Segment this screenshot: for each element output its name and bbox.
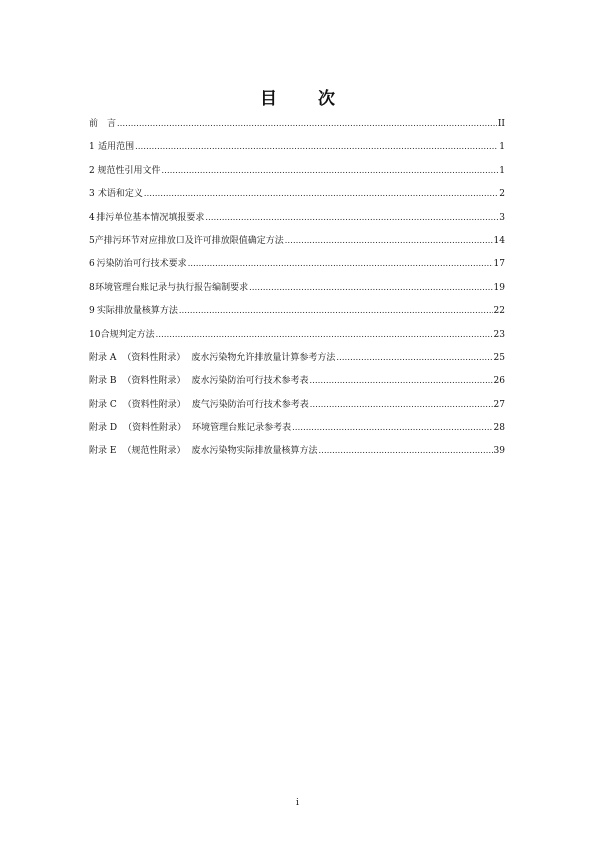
toc-entry-number: 8 [89, 282, 95, 293]
toc-entry-page: 28 [493, 423, 505, 434]
toc-entry-page: 1 [499, 165, 505, 176]
toc-entry-label: 废水污染物允许排放量计算参考方法 [191, 352, 336, 363]
toc-dot-leader [156, 330, 493, 339]
toc-entry-number: 10 [89, 329, 101, 340]
toc-entry-appendix-a[interactable] [89, 350, 505, 373]
toc-dot-leader [135, 142, 498, 151]
toc-entry-label: 产排污环节对应排放口及许可排放限值确定方法 [94, 235, 284, 246]
toc-entry-label: 废水污染防治可行技术参考表 [191, 376, 309, 387]
toc-entry-label: 污染防治可行技术要求 [96, 259, 187, 270]
toc-entry-label: 术语和定义 [97, 189, 143, 200]
toc-entry-label: 规范性引用文件 [97, 165, 161, 176]
toc-dot-leader [310, 376, 493, 385]
toc-entry-page: 25 [493, 352, 505, 363]
toc-dot-leader [179, 306, 493, 315]
toc-appendix-type: （资料性附录） [122, 352, 186, 363]
toc-entry-10[interactable] [89, 327, 505, 350]
toc-entry-number: 5 [89, 235, 95, 246]
toc-entry-number: 6 [89, 259, 95, 270]
table-of-contents [89, 116, 505, 467]
toc-entry-label: 环境管理台账记录与执行报告编制要求 [95, 282, 249, 293]
toc-appendix-id: 附录 B [89, 376, 117, 387]
toc-entry-appendix-c[interactable] [89, 397, 505, 420]
toc-entry-9[interactable] [89, 303, 505, 326]
toc-entry-appendix-d[interactable] [89, 420, 505, 443]
toc-entry-number: 2 [89, 165, 95, 176]
toc-appendix-id: 附录 A [89, 352, 117, 363]
toc-entry-page: 17 [493, 259, 505, 270]
toc-entry-label: 排污单位基本情况填报要求 [96, 212, 205, 223]
toc-entry-page: 27 [493, 399, 505, 410]
toc-entry-label: 废气污染防治可行技术参考表 [191, 399, 309, 410]
toc-entry-page: 3 [499, 212, 505, 223]
toc-appendix-type: （规范性附录） [122, 446, 186, 457]
toc-entry-number: 1 [89, 142, 95, 153]
toc-entry-page: 2 [499, 189, 505, 200]
toc-dot-leader [336, 353, 492, 362]
toc-entry-label: 合规判定方法 [100, 329, 155, 340]
toc-appendix-type: （资料性附录） [122, 376, 186, 387]
toc-appendix-id: 附录 E [89, 446, 117, 457]
toc-entry-page: 39 [493, 446, 505, 457]
toc-entry-page: 1 [499, 142, 505, 153]
toc-entry-label: 废水污染物实际排放量核算方法 [191, 446, 318, 457]
toc-entry-page: 22 [493, 306, 505, 317]
toc-appendix-id: 附录 C [89, 399, 117, 410]
toc-dot-leader [285, 236, 493, 245]
toc-entry-1[interactable] [89, 139, 505, 162]
toc-entry-8[interactable] [89, 280, 505, 303]
toc-title: 目 次 [260, 89, 347, 109]
toc-entry-5[interactable] [89, 233, 505, 256]
toc-entry-3[interactable] [89, 186, 505, 209]
toc-entry-appendix-e[interactable] [89, 443, 505, 466]
toc-entry-label: 前 言 [89, 119, 117, 129]
toc-appendix-type: （资料性附录） [123, 423, 187, 434]
toc-entry-label: 环境管理台账记录参考表 [192, 423, 292, 434]
toc-entry-foreword[interactable] [89, 116, 505, 139]
toc-entry-6[interactable] [89, 256, 505, 279]
toc-entry-4[interactable] [89, 210, 505, 233]
toc-entry-number: 3 [89, 189, 95, 200]
toc-dot-leader [318, 446, 492, 455]
toc-dot-leader [249, 283, 492, 292]
toc-appendix-type: （资料性附录） [122, 399, 186, 410]
toc-entry-number: 4 [89, 212, 95, 223]
toc-entry-label: 实际排放量核算方法 [96, 306, 178, 317]
toc-entry-label: 适用范围 [98, 142, 135, 153]
toc-entry-page: 14 [493, 235, 505, 246]
toc-entry-number: 9 [89, 306, 95, 317]
toc-dot-leader [205, 213, 498, 222]
toc-entry-page: 19 [493, 282, 505, 293]
toc-entry-page: 26 [493, 376, 505, 387]
toc-entry-page: II [497, 119, 505, 129]
toc-entry-appendix-b[interactable] [89, 373, 505, 396]
toc-appendix-id: 附录 D [89, 423, 118, 434]
toc-dot-leader [161, 166, 498, 175]
toc-entry-2[interactable] [89, 163, 505, 186]
toc-dot-leader [188, 259, 493, 268]
toc-dot-leader [310, 400, 493, 409]
toc-dot-leader [117, 119, 497, 128]
toc-dot-leader [144, 189, 498, 198]
toc-dot-leader [292, 423, 492, 432]
toc-entry-page: 23 [493, 329, 505, 340]
page-number: i [296, 798, 299, 808]
